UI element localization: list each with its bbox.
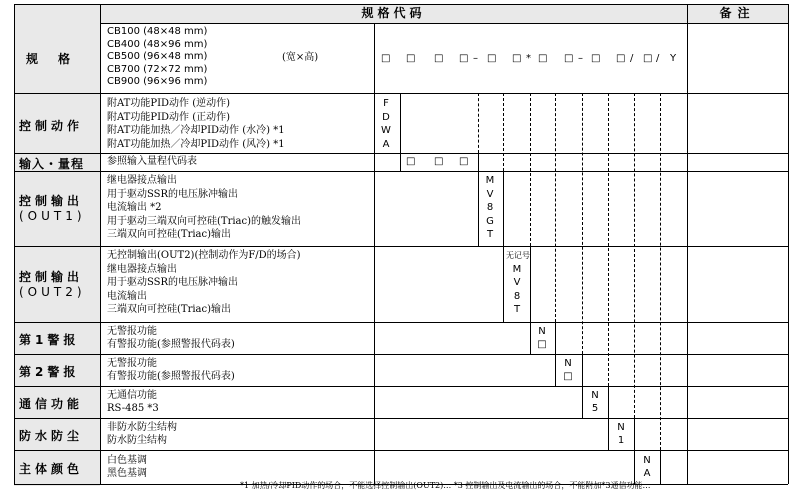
code-separator: / — [630, 53, 634, 64]
rule — [660, 450, 661, 484]
code-value: N — [591, 390, 599, 401]
rule — [14, 322, 788, 323]
code-slot: □ — [434, 53, 444, 64]
rule — [608, 386, 609, 418]
rule — [503, 246, 504, 322]
option-item: 防水防尘结构 — [107, 435, 167, 446]
rule — [14, 450, 788, 451]
option-item: 继电器接点输出 — [107, 175, 177, 186]
code-slot: □ — [487, 53, 497, 64]
option-item: 有警报功能(参照警报代码表) — [107, 339, 235, 350]
rule — [374, 23, 375, 484]
code-value: □ — [459, 156, 469, 167]
option-item: 有警报功能(参照警报代码表) — [107, 371, 235, 382]
code-column — [640, 454, 654, 480]
rule — [478, 153, 479, 171]
category-label: 通信功能 — [19, 397, 84, 411]
code-value: A — [643, 468, 651, 479]
rule — [14, 354, 788, 355]
rule — [503, 171, 504, 246]
code-value: 8 — [486, 202, 494, 213]
code-slot: □ — [616, 53, 626, 64]
category-label: 第2警报 — [19, 365, 80, 379]
rule — [14, 153, 788, 154]
code-value: F — [383, 98, 389, 109]
category-label: 防水防尘 — [19, 429, 84, 443]
option-item: 参照输入量程代码表 — [107, 156, 197, 167]
code-value: 无记号 — [506, 251, 530, 260]
rule — [14, 386, 788, 387]
code-value: W — [381, 125, 391, 136]
dashed-rule — [634, 93, 635, 418]
code-value: 1 — [617, 435, 625, 446]
code-value: M — [485, 175, 495, 186]
rule — [582, 354, 583, 386]
rule — [555, 354, 556, 386]
option-item: 白色基调 — [107, 455, 147, 466]
category-label: 第1警报 — [19, 333, 80, 347]
model-list — [107, 26, 207, 89]
code-value: D — [382, 111, 390, 123]
option-item: 三端双向可控硅(Triac)输出 — [107, 229, 232, 240]
rule — [788, 4, 789, 484]
rule — [400, 153, 401, 171]
category-sublabel: (OUT2) — [19, 285, 86, 299]
option-item: 附AT功能PID动作 (逆动作) — [107, 98, 231, 109]
rule — [555, 322, 556, 354]
rule — [14, 418, 788, 419]
code-value: N — [617, 422, 625, 433]
rule — [582, 386, 583, 418]
category-sublabel: (OUT1) — [19, 209, 86, 223]
option-item: 非防水防尘结构 — [107, 422, 177, 433]
code-value: T — [513, 304, 521, 315]
option-item: 无警报功能 — [107, 358, 157, 369]
category-label: 输入・量程 — [19, 157, 85, 171]
option-item: 附AT功能加热／冷却PID动作 (风冷) *1 — [107, 138, 285, 150]
rule — [14, 4, 788, 5]
option-item: RS-485 *3 — [107, 403, 159, 414]
footnote: *1 加热/冷却PID动作的场合，不能选择控制输出(OUT2)… *3 控制输出及电流输出的场合，不能附加*3通信功能… — [240, 481, 651, 490]
option-list — [107, 97, 285, 151]
code-column — [561, 357, 575, 383]
dashed-rule — [660, 93, 661, 450]
model-item: CB900 (96×96 mm) — [107, 76, 208, 88]
option-item: 电流输出 — [107, 290, 147, 302]
code-value: 8 — [513, 290, 521, 302]
rule — [100, 4, 101, 484]
option-item: 黑色基调 — [107, 468, 147, 479]
code-slot: □ — [643, 53, 653, 64]
code-slot: □ — [406, 53, 416, 64]
code-separator: / — [656, 53, 660, 64]
category-label: 控制输出 — [19, 194, 84, 208]
dashed-rule — [503, 93, 504, 171]
code-column — [506, 249, 528, 317]
code-value: A — [382, 138, 390, 150]
option-list — [107, 454, 147, 480]
option-item: 附AT功能加热／冷却PID动作 (水冷) *1 — [107, 125, 285, 136]
rule — [634, 450, 635, 484]
rule — [14, 246, 788, 247]
rule — [530, 246, 531, 322]
dashed-rule — [555, 93, 556, 322]
option-item: 无警报功能 — [107, 326, 157, 337]
code-separator: * — [526, 53, 531, 64]
model-item: CB500 (96×48 mm) — [107, 51, 208, 63]
category-label: 主体颜色 — [19, 462, 84, 476]
category-label: 控制动作 — [19, 119, 84, 133]
rule — [634, 418, 635, 450]
rule — [100, 23, 788, 24]
code-slot: □ — [538, 53, 548, 64]
option-list — [107, 325, 235, 351]
spec-code-header: 规格代码 — [361, 6, 426, 20]
model-item: CB400 (48×96 mm) — [107, 38, 208, 50]
rule — [478, 171, 479, 246]
rule — [530, 322, 531, 354]
code-value: N — [643, 455, 651, 466]
option-item: 用于驱动三端双向可控硅(Triac)的触发输出 — [107, 215, 302, 227]
code-slot: □ — [459, 53, 469, 64]
option-item: 无控制输出(OUT2)(控制动作为F/D的场合) — [107, 250, 301, 261]
option-item: 无通信功能 — [107, 390, 157, 401]
code-value: 5 — [591, 403, 599, 414]
option-item: 附AT功能PID动作 (正动作) — [107, 111, 231, 123]
option-list — [107, 249, 301, 317]
code-value: N — [538, 326, 546, 337]
option-item: 电流输出 *2 — [107, 202, 162, 213]
rule — [14, 93, 788, 94]
option-list — [107, 357, 235, 383]
option-item: 继电器接点输出 — [107, 263, 177, 275]
code-value: T — [486, 229, 494, 240]
option-item: 用于驱动SSR的电压脉冲输出 — [107, 188, 239, 200]
option-list — [107, 421, 177, 447]
code-value: V — [513, 277, 521, 288]
code-column — [614, 421, 628, 447]
code-value: M — [512, 263, 522, 275]
code-value: □ — [563, 371, 573, 382]
code-slot: □ — [381, 53, 391, 64]
code-value: □ — [406, 156, 416, 167]
option-list — [107, 174, 301, 242]
model-item: CB700 (72×72 mm) — [107, 63, 208, 75]
rule — [608, 418, 609, 450]
code-column — [535, 325, 549, 351]
code-column — [483, 174, 497, 242]
rule — [14, 171, 788, 172]
code-slot: □ — [564, 53, 574, 64]
code-separator: – — [473, 53, 478, 64]
code-slot: □ — [591, 53, 601, 64]
category-label: 控制输出 — [19, 270, 84, 284]
code-value: N — [564, 358, 572, 369]
option-list — [107, 389, 159, 415]
code-value: □ — [434, 156, 444, 167]
rule — [400, 93, 401, 153]
code-value: □ — [537, 339, 547, 350]
dashed-rule — [530, 93, 531, 246]
code-suffix: Y — [670, 53, 677, 64]
spec-label: 规格 — [26, 52, 91, 66]
model-item: CB100 (48×48 mm) — [107, 26, 208, 37]
dashed-rule — [478, 93, 479, 153]
remarks-header: 备注 — [719, 6, 756, 20]
option-item: 用于驱动SSR的电压脉冲输出 — [107, 277, 239, 288]
code-column — [379, 97, 393, 151]
code-column — [588, 389, 602, 415]
dashed-rule — [608, 93, 609, 386]
code-value: G — [486, 215, 494, 227]
code-slot: □ — [512, 53, 522, 64]
code-separator: – — [578, 53, 583, 64]
rule — [687, 4, 688, 484]
option-item: 三端双向可控硅(Triac)输出 — [107, 304, 232, 315]
code-value: V — [486, 188, 494, 200]
dashed-rule — [582, 93, 583, 354]
size-note: (宽×高) — [282, 52, 319, 63]
rule — [14, 4, 15, 484]
